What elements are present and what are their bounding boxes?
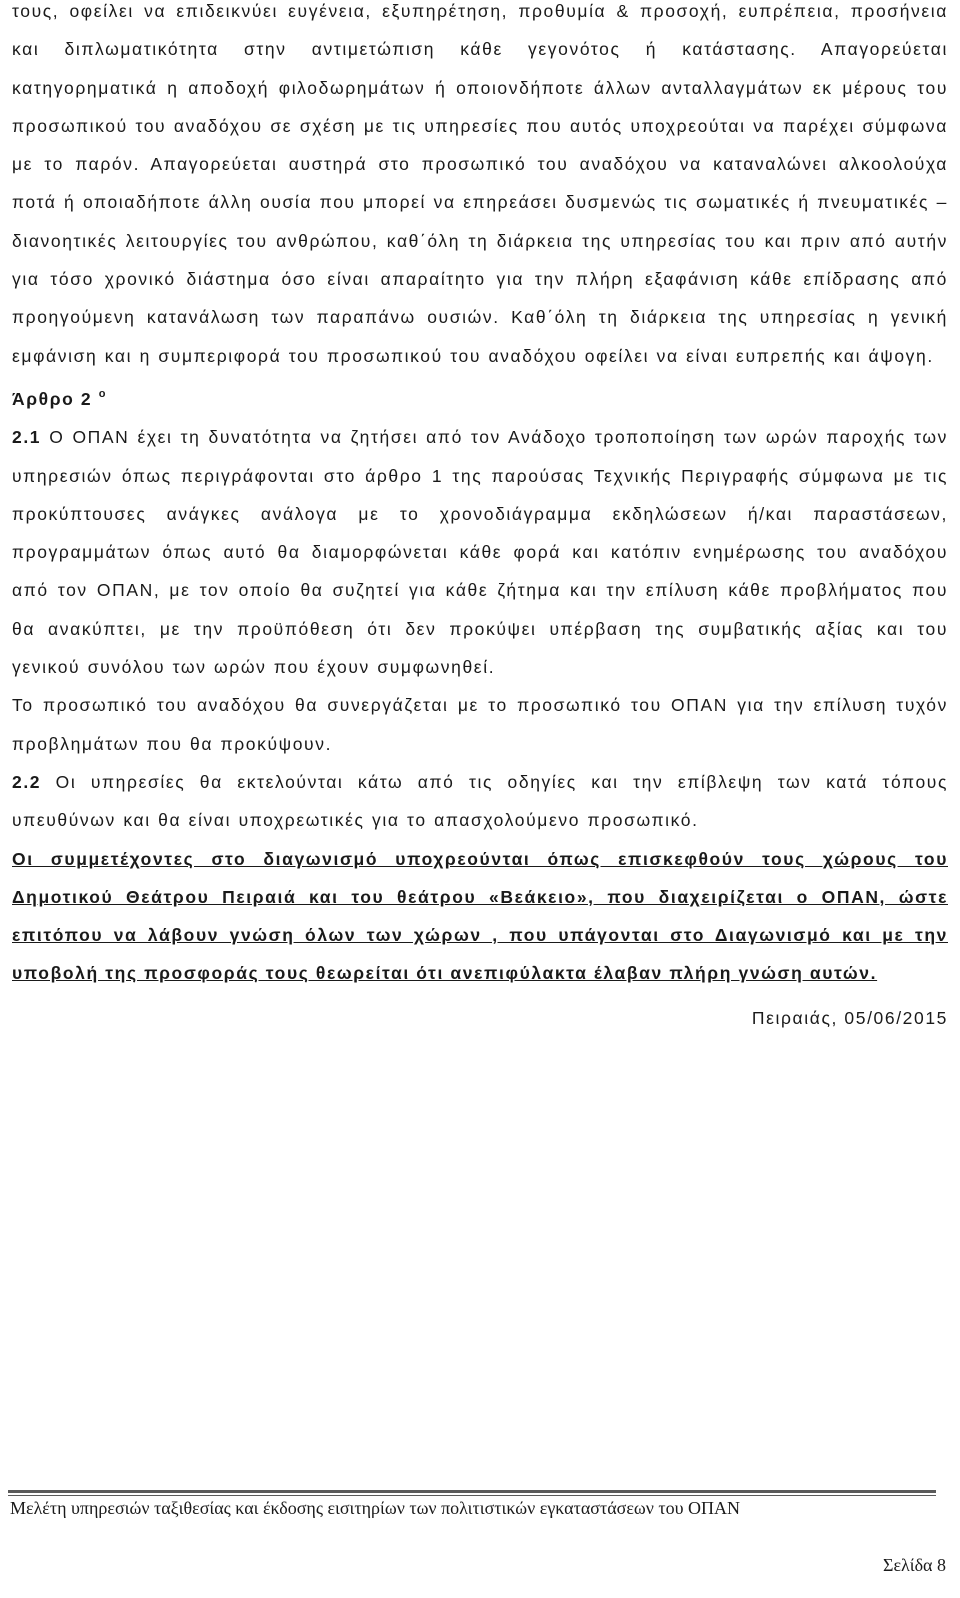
clause-text-2-2: Οι υπηρεσίες θα εκτελούνται κάτω από τις οδηγίες και την επίβλεψη των κατά τόπους υπευθύνων και θα είναι υποχρεωτικές για το απασχολούμενο προσωπικό. [12,771,948,831]
paragraph-staff-conduct: τους, οφείλει να επιδεικνύει ευγένεια, εξυπηρέτηση, προθυμία & προσοχή, ευπρέπεια, προσήνεια και διπλωματικότητα στην αντιμετώπιση κάθε γεγονότος ή κατάστασης. Απαγορεύεται κατηγορηματικά η αποδοχή φιλοδωρημάτων ή οποιονδήποτε άλλων ανταλλαγμάτων εκ μέρους του προσωπικού του αναδόχου σε σχέση με τις υπηρεσίες που αυτός υποχρεούται να παρέχει σύμφωνα με το παρόν. Απαγορεύεται αυστηρά στο προσωπικό του αναδόχου να καταναλώνει αλκοολούχα ποτά ή οποιαδήποτε άλλη ουσία που μπορεί να επηρεάσει δυσμενώς τις σωματικές ή πνευματικές – διανοητικές λειτουργίες του ανθρώπου, καθ΄όλη τη διάρκεια της υπηρεσίας του και πριν από αυτήν για τόσο χρονικό διάστημα όσο είναι απαραίτητο για την πλήρη εξαφάνιση κάθε επίδρασης από προηγούμενη κατανάλωση των παραπάνω ουσιών. Καθ΄όλη τη διάρκεια της υπηρεσίας η γενική εμφάνιση και η συμπεριφορά του προσωπικού του αναδόχου οφείλει να είναι ευπρεπής και άψογη. [12,1,948,366]
article-heading-text: Άρθρο 2 [12,388,93,409]
clause-text-2-1: Ο ΟΠΑΝ έχει τη δυνατότητα να ζητήσει από τον Ανάδοχο τροποποίηση των ωρών παροχής των υπηρεσιών όπως περιγράφονται στο άρθρο 1 της παρούσας Τεχνικής Περιγραφής σύμφωνα με τις προκύπτουσες ανάγκες ανάλογα με το χρονοδιάγραμμα εκδηλώσεων ή/και παραστάσεων, προγραμμάτων όπως αυτό θα διαμορφώνεται κάθε φορά και κατόπιν ενημέρωσης του αναδόχου από τον ΟΠΑΝ, με τον οποίο θα συζητεί για κάθε ζήτημα και την επίλυση κάθε προβλήματος που θα ανακύπτει, με την προϋπόθεση ότι δεν προκύψει υπέρβαση της συμβατικής αξίας και του γενικού συνόλου των ωρών που έχουν συμφωνηθεί. [12,427,948,678]
clause-number-2-1: 2.1 [12,427,42,448]
site-visit-notice: Οι συμμετέχοντες στο διαγωνισμό υποχρεούνται όπως επισκεφθούν τους χώρους του Δημοτικού Θεάτρου Πειραιά και του θεάτρου «Βεάκειο», που διαχειρίζεται ο ΟΠΑΝ, ώστε επιτόπου να λάβουν γνώση όλων των χώρων , που υπάγονται στο Διαγωνισμό και με την υποβολή της προσφοράς τους θεωρείται ότι ανεπιφύλακτα έλαβαν πλήρη γνώση αυτών. [12,848,948,984]
article-heading-ordinal: ο [98,387,108,400]
article-heading [12,375,948,418]
paragraph-cooperation: Το προσωπικό του αναδόχου θα συνεργάζεται με το προσωπικό του ΟΠΑΝ για την επίλυση τυχόν προβλημάτων που θα προκύψουν. [12,695,948,754]
page-number: Σελίδα 8 [882,1555,946,1575]
footer-title: Μελέτη υπηρεσιών ταξιθεσίας και έκδοσης εισιτηρίων των πολιτιστικών εγκαταστάσεων του ΟΠΑΝ [10,1498,741,1518]
document-body [12,0,948,1037]
paragraph-2-2 [12,763,948,840]
place-date-signoff: Πειραιάς, 05/06/2015 [751,1007,948,1028]
footer-divider-thin [8,1495,936,1496]
paragraph-2-1 [12,418,948,686]
clause-number-2-2: 2.2 [12,771,42,792]
footer-divider [8,1490,936,1493]
